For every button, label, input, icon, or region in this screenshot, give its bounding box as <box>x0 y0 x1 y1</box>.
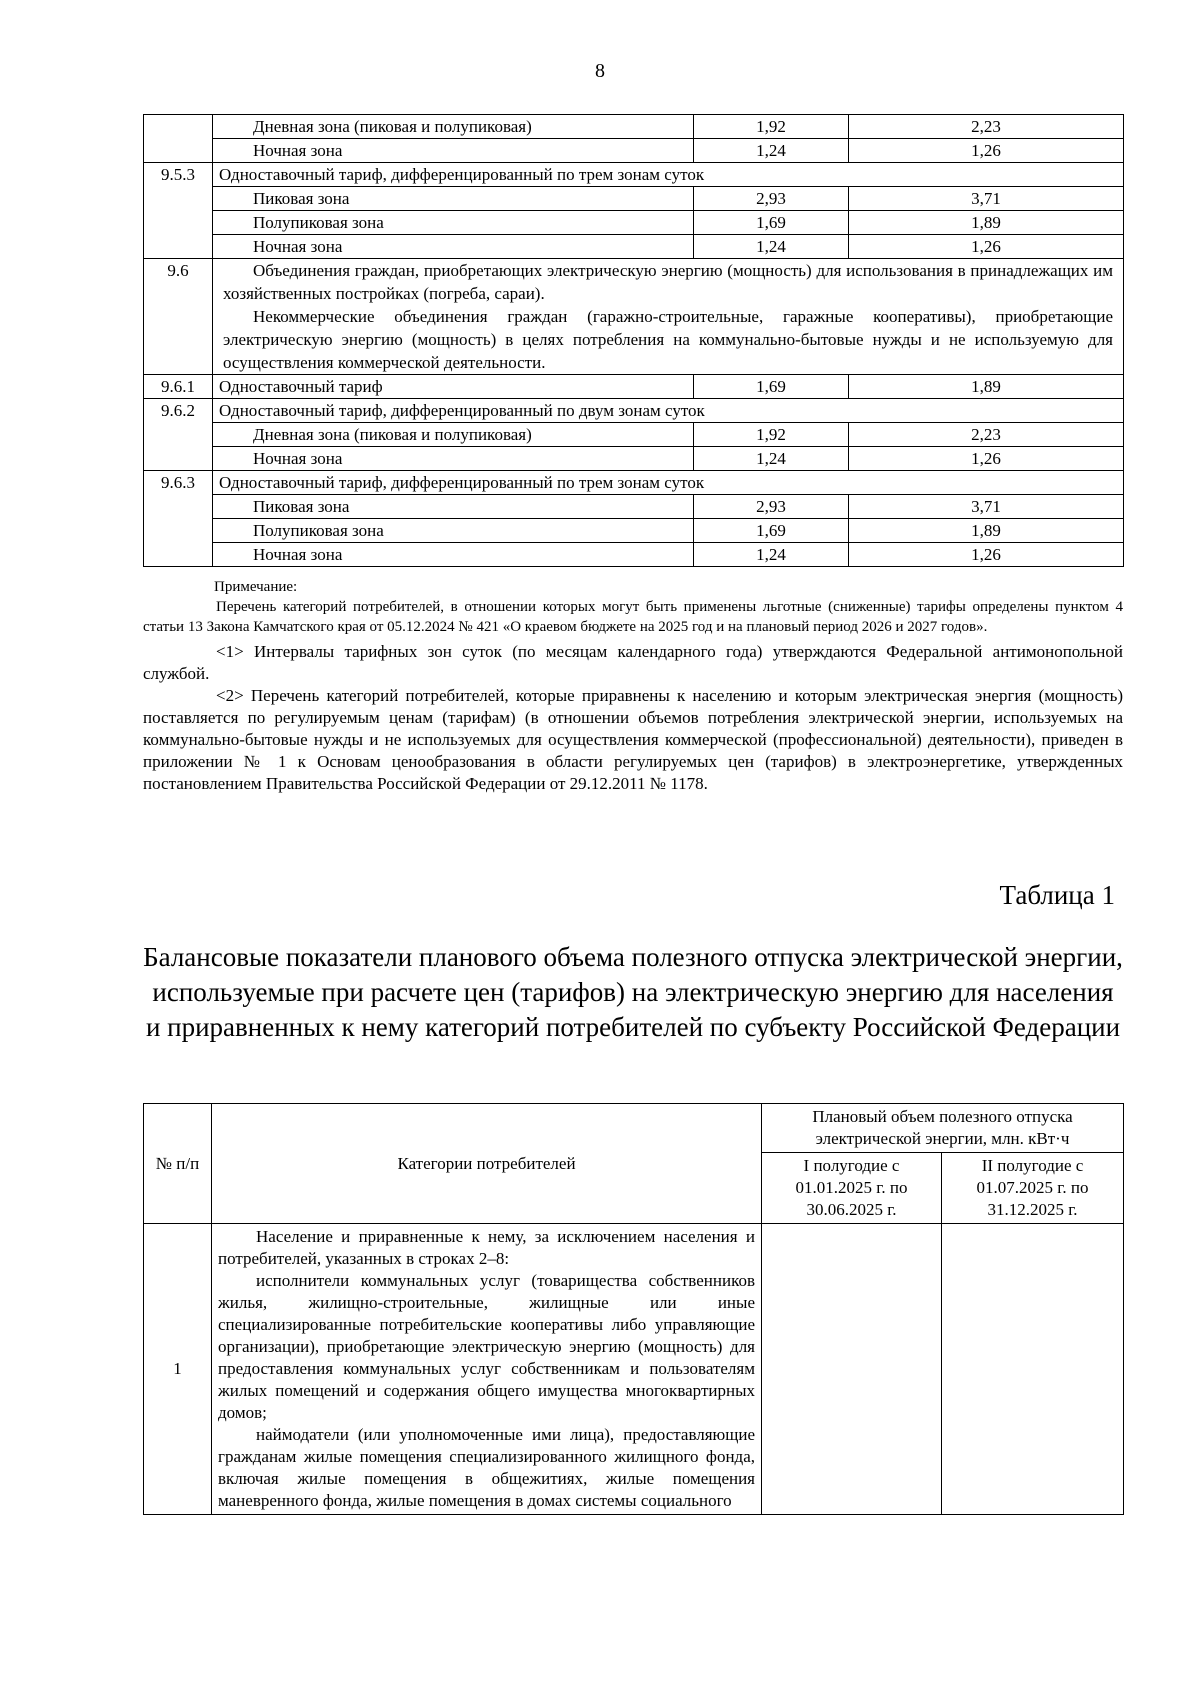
row-label: Полупиковая зона <box>213 211 694 235</box>
row-label: Одноставочный тариф <box>213 375 694 399</box>
row-value-1: 1,24 <box>694 543 849 567</box>
row-label: Ночная зона <box>213 235 694 259</box>
table-row <box>144 495 1124 519</box>
header-half-1: I полугодие с 01.01.2025 г. по 30.06.2025 г. <box>762 1153 942 1224</box>
row-label: Пиковая зона <box>213 187 694 211</box>
balance-table <box>143 1103 1124 1515</box>
note-main: Перечень категорий потребителей, в отношении которых могут быть применены льготные (сниженные) тарифы определены пунктом 4 статьи 13 Закона Камчатского края от 05.12.2024 № 421 «О краевом бюджете на 2025 год и на плановый период 2026 и 2027 годов». <box>143 599 1123 635</box>
table-row <box>144 447 1124 471</box>
table-row <box>144 1224 1124 1515</box>
row-label: Ночная зона <box>213 139 694 163</box>
notes <box>143 577 1123 795</box>
table-row <box>144 211 1124 235</box>
header-number: № п/п <box>144 1104 212 1224</box>
row-value-1: 1,24 <box>694 447 849 471</box>
row-value-half-2 <box>942 1224 1124 1515</box>
row-number: 9.5.3 <box>144 163 213 259</box>
page-number: 8 <box>595 60 605 82</box>
row-label: Одноставочный тариф, дифференцированный по двум зонам суток <box>213 399 1124 423</box>
row-value-1: 1,69 <box>694 375 849 399</box>
row-value-2: 1,89 <box>849 375 1124 399</box>
row-value-1: 1,92 <box>694 423 849 447</box>
row-value-2: 1,26 <box>849 543 1124 567</box>
table-row <box>144 259 1124 375</box>
table-row <box>144 543 1124 567</box>
row-value-half-1 <box>762 1224 942 1515</box>
row-value-2: 2,23 <box>849 423 1124 447</box>
row-value-2: 3,71 <box>849 187 1124 211</box>
row-value-1: 1,92 <box>694 115 849 139</box>
table-row <box>144 235 1124 259</box>
row-value-1: 1,24 <box>694 235 849 259</box>
row-label: Дневная зона (пиковая и полупиковая) <box>213 423 694 447</box>
row-value-1: 1,24 <box>694 139 849 163</box>
row-value-2: 1,89 <box>849 519 1124 543</box>
row-label: Дневная зона (пиковая и полупиковая) <box>213 115 694 139</box>
table-row <box>144 187 1124 211</box>
row-value-1: 2,93 <box>694 495 849 519</box>
row-number <box>144 115 213 163</box>
row-label: Ночная зона <box>213 543 694 567</box>
table-row <box>144 423 1124 447</box>
header-half-2: II полугодие с 01.07.2025 г. по 31.12.2025 г. <box>942 1153 1124 1224</box>
section-paragraph: Некоммерческие объединения граждан (гаражно-строительные, гаражные кооперативы), приобретающие электрическую энергию (мощность) в целях потребления на коммунально-бытовые нужды и не используемую для осуществления коммерческой деятельности. <box>223 307 1113 372</box>
tariff-table <box>143 114 1124 567</box>
row-value-2: 3,71 <box>849 495 1124 519</box>
section-paragraph: Объединения граждан, приобретающих электрическую энергию (мощность) для использования в принадлежащих им хозяйственных постройках (погреба, сараи). <box>223 261 1113 303</box>
note-1: <1> Интервалы тарифных зон суток (по месяцам календарного года) утверждаются Федеральной антимонопольной службой. <box>143 642 1123 683</box>
table-row <box>144 519 1124 543</box>
row-value-2: 1,26 <box>849 139 1124 163</box>
header-volume: Плановый объем полезного отпуска электрической энергии, млн. кВт·ч <box>762 1104 1124 1153</box>
row-value-2: 2,23 <box>849 115 1124 139</box>
table-label: Таблица 1 <box>999 880 1115 910</box>
section-description <box>213 259 1124 375</box>
row-value-1: 1,69 <box>694 519 849 543</box>
category-paragraph: наймодатели (или уполномоченные ими лица), предоставляющие гражданам жилые помещения специализированного жилищного фонда, включая жилые помещения в общежитиях, жилые помещения маневренного фонда, жилые помещения в домах системы социального <box>218 1425 755 1510</box>
table-row <box>144 115 1124 139</box>
row-number: 1 <box>144 1224 212 1515</box>
notes-heading: Примечание: <box>214 579 298 595</box>
table-row <box>144 163 1124 187</box>
row-number: 9.6.2 <box>144 399 213 471</box>
row-category <box>212 1224 762 1515</box>
table-row <box>144 471 1124 495</box>
table-title: Балансовые показатели планового объема полезного отпуска электрической энергии, используемые при расчете цен (тарифов) на электрическую энергию для населения и приравненных к нему категорий потребителей по субъекту Российской Федерации <box>143 942 1123 1042</box>
row-value-1: 2,93 <box>694 187 849 211</box>
row-label: Одноставочный тариф, дифференцированный по трем зонам суток <box>213 163 1124 187</box>
row-label: Полупиковая зона <box>213 519 694 543</box>
row-value-2: 1,26 <box>849 447 1124 471</box>
category-paragraph: Население и приравненные к нему, за исключением населения и потребителей, указанных в строках 2–8: <box>218 1227 755 1268</box>
row-number: 9.6.3 <box>144 471 213 567</box>
table-row <box>144 399 1124 423</box>
table-header-row <box>144 1104 1124 1153</box>
header-category: Категории потребителей <box>212 1104 762 1224</box>
row-value-1: 1,69 <box>694 211 849 235</box>
category-paragraph: исполнители коммунальных услуг (товарищества собственников жилья, жилищно-строительные, жилищные или иные специализированные потребительские кооперативы либо управляющие организации), приобретающие электрическую энергию (мощность) для предоставления коммунальных услуг собственникам и пользователям жилых помещений и содержания общего имущества многоквартирных домов; <box>218 1271 755 1422</box>
note-2: <2> Перечень категорий потребителей, которые приравнены к населению и которым электрическая энергия (мощность) поставляется по регулируемым ценам (тарифам) (в отношении объемов потребления электрической энергии, используемых на коммунально-бытовые нужды и не используемых для осуществления коммерческой (профессиональной) деятельности), приведен в приложении № 1 к Основам ценообразования в области регулируемых цен (тарифов) в электроэнергетике, утвержденных постановлением Правительства Российской Федерации от 29.12.2011 № 1178. <box>143 686 1123 793</box>
row-value-2: 1,89 <box>849 211 1124 235</box>
table-row <box>144 139 1124 163</box>
row-label: Одноставочный тариф, дифференцированный по трем зонам суток <box>213 471 1124 495</box>
row-number: 9.6 <box>144 259 213 375</box>
row-label: Пиковая зона <box>213 495 694 519</box>
row-number: 9.6.1 <box>144 375 213 399</box>
row-value-2: 1,26 <box>849 235 1124 259</box>
table-row <box>144 375 1124 399</box>
row-label: Ночная зона <box>213 447 694 471</box>
